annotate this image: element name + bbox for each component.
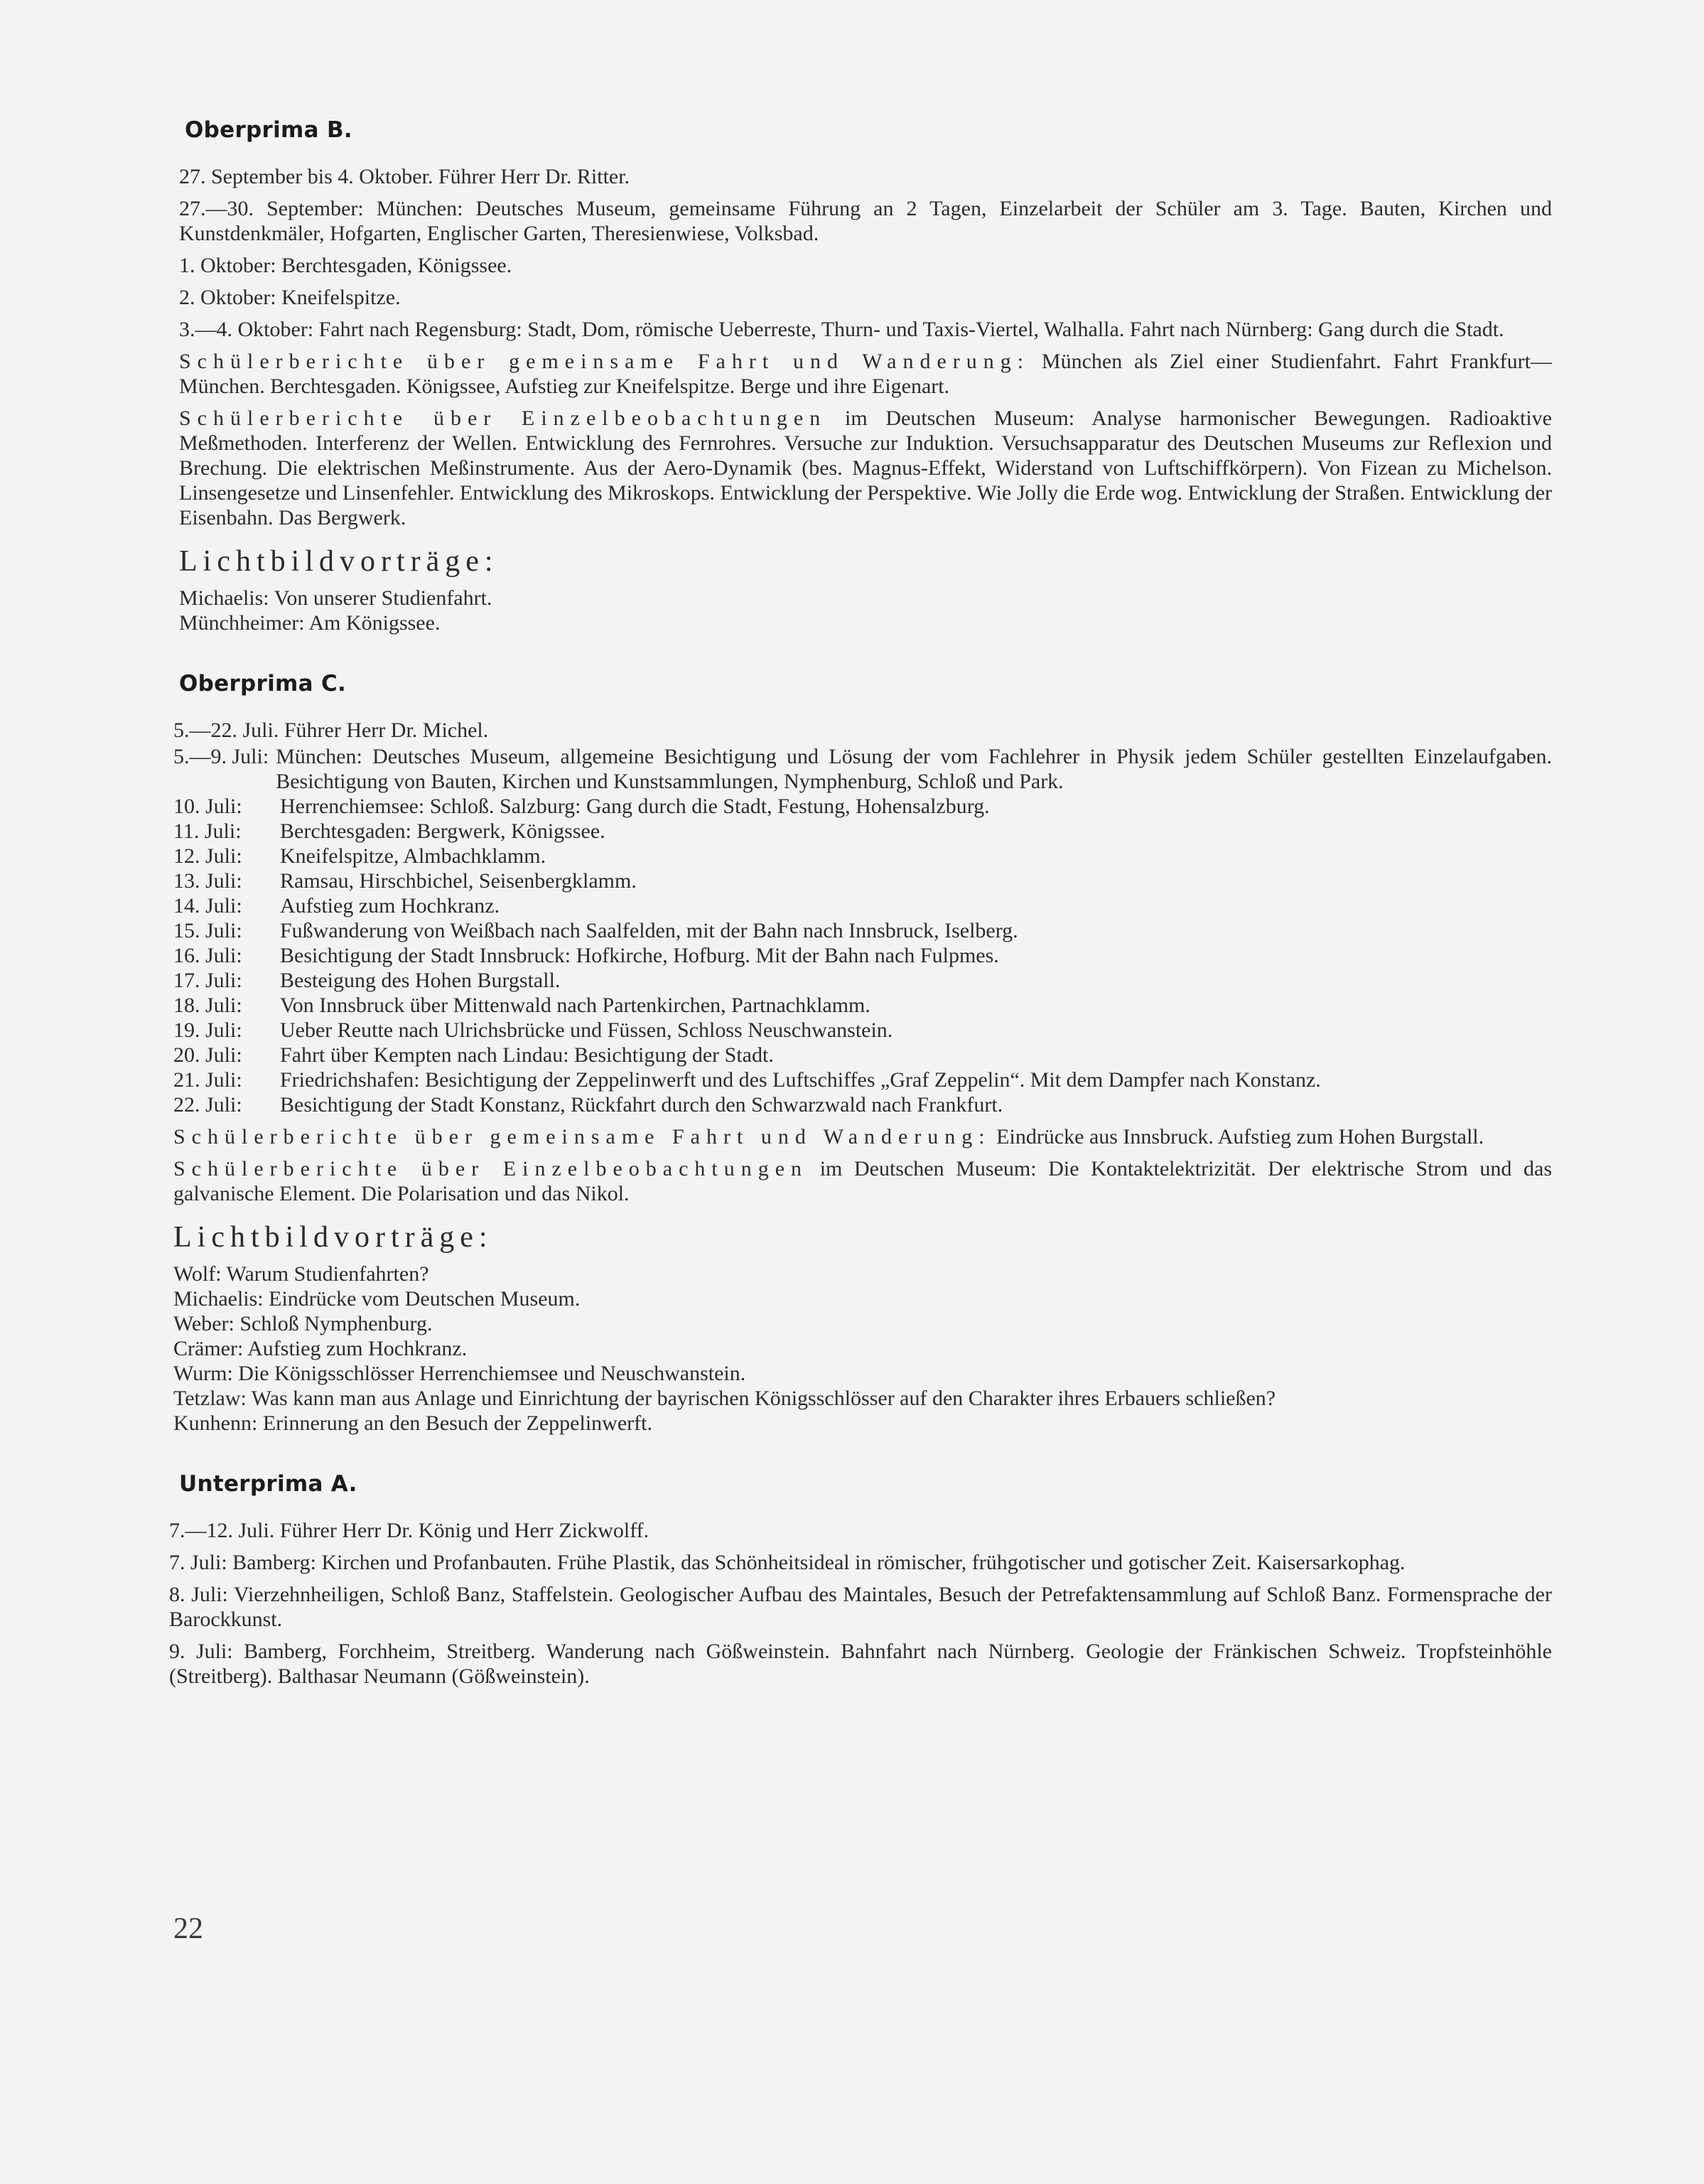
lecture-item: Wurm: Die Königsschlösser Herrenchiemsee und Neuschwanstein. — [173, 1362, 746, 1385]
student-report — [173, 1156, 1552, 1206]
itinerary-entry — [173, 993, 1552, 1018]
itinerary-entry — [173, 943, 1552, 968]
section-oberprima-c — [173, 671, 1552, 1436]
itinerary-entry — [173, 968, 1552, 993]
entry-date: 17. Juli: — [173, 969, 242, 992]
entry-text: Herrenchiemsee: Schloß. Salzburg: Gang durch die Stadt, Festung, Hohensalzburg. — [280, 795, 990, 818]
lectures-heading: Lichtbildvorträge: — [179, 545, 499, 578]
itinerary-paragraph: 27.—30. September: München: Deutsches Museum, gemeinsame Führung an 2 Tagen, Einzelarbeit der Schüler am 3. Tage. Bauten, Kirchen und Kunstdenkmäler, Hofgarten, Englischer Garten, Theresienwiese, Volksbad. — [179, 197, 1552, 245]
lecture-item: Tetzlaw: Was kann man aus Anlage und Einrichtung der bayrischen Königsschlösser auf den Charakter ihres Erbauers schließen? — [173, 1387, 1276, 1410]
entry-date: 16. Juli: — [173, 944, 242, 967]
entry-date: 11. Juli: — [173, 819, 242, 843]
entry-text: Besteigung des Hohen Burgstall. — [280, 969, 561, 992]
report-text: im Deutschen Museum: Analyse harmonischer Bewegungen. Radioaktive Meßmethoden. Interferenz der Wellen. Entwicklung des Fernrohres. Versuche zur Induktion. Versuchsapparatur des Deutschen Museums zur Reflexion und Brechung. Die elektrischen Meßinstrumente. Aus der Aero-Dynamik (bes. Magnus-Effekt, Widerstand von Luftschiffkörpern). Von Fizean zu Michelson. Linsengesetze und Linsenfehler. Entwicklung des Mikroskops. Entwicklung der Perspektive. Wie Jolly die Erde wog. Entwicklung der Straßen. Entwicklung der Eisenbahn. Das Bergwerk. — [179, 407, 1552, 529]
entry-text: Ueber Reutte nach Ulrichsbrücke und Füssen, Schloss Neuschwanstein. — [280, 1018, 893, 1042]
itinerary-paragraph: 3.—4. Oktober: Fahrt nach Regensburg: Stadt, Dom, römische Ueberreste, Thurn- und Taxis-Viertel, Walhalla. Fahrt nach Nürnberg: Gang durch die Stadt. — [179, 318, 1504, 341]
report-text: Eindrücke aus Innsbruck. Aufstieg zum Hohen Burgstall. — [996, 1125, 1484, 1149]
section-heading: Oberprima B. — [185, 117, 352, 143]
itinerary-paragraph: 9. Juli: Bamberg, Forchheim, Streitberg. Wanderung nach Gößweinstein. Bahnfahrt nach Nürnberg. Geologie der Fränkischen Schweiz. Tropfsteinhöhle (Streitberg). Balthasar Neumann (Gößweinstein). — [169, 1640, 1552, 1688]
entry-text: Besichtigung der Stadt Konstanz, Rückfahrt durch den Schwarzwald nach Frankfurt. — [280, 1093, 1003, 1117]
section-unterprima-a — [169, 1471, 1552, 1689]
entry-text: Fußwanderung von Weißbach nach Saalfelden, mit der Bahn nach Innsbruck, Iselberg. — [280, 919, 1018, 942]
lectures-list — [179, 586, 1552, 635]
itinerary-entry — [173, 794, 1552, 819]
entry-date: 12. Juli: — [173, 844, 242, 868]
itinerary-entry — [173, 844, 1552, 868]
entry-date: 15. Juli: — [173, 919, 242, 942]
trip-intro: 5.—22. Juli. Führer Herr Dr. Michel. — [173, 719, 489, 742]
student-report — [179, 406, 1552, 530]
entry-date: 10. Juli: — [173, 795, 242, 818]
lectures-heading: Lichtbildvorträge: — [173, 1221, 493, 1254]
entry-date: 5.—9. Juli: — [173, 745, 269, 768]
itinerary-entry — [173, 868, 1552, 893]
itinerary-paragraph: 7. Juli: Bamberg: Kirchen und Profanbauten. Frühe Plastik, das Schönheitsideal in römischer, frühgotischer und gotischer Zeit. Kaisersarkophag. — [169, 1551, 1406, 1574]
lecture-item: Weber: Schloß Nymphenburg. — [173, 1312, 433, 1335]
itinerary-entry — [173, 893, 1552, 918]
section-heading: Oberprima C. — [179, 671, 347, 696]
report-text: München als Ziel einer Studienfahrt. Fahrt Frankfurt—München. Berchtesgaden. Königssee, Aufstieg zur Kneifelspitze. Berge und ihre Eigenart. — [179, 350, 1552, 398]
report-label: Schülerberichte über gemeinsame Fahrt und Wanderung: — [179, 350, 1030, 373]
section-oberprima-b — [179, 117, 1552, 635]
entry-date: 22. Juli: — [173, 1093, 242, 1117]
entry-date: 21. Juli: — [173, 1068, 242, 1092]
entry-text: Aufstieg zum Hochkranz. — [280, 894, 500, 918]
lecture-item: Crämer: Aufstieg zum Hochkranz. — [173, 1337, 468, 1360]
lecture-item: Münchheimer: Am Königssee. — [179, 611, 441, 635]
entry-text: Ramsau, Hirschbichel, Seisenbergklamm. — [280, 869, 637, 893]
entry-text: München: Deutsches Museum, allgemeine Besichtigung und Lösung der vom Fachlehrer in Physik jedem Schüler gestellten Einzelaufgaben. Besichtigung von Bauten, Kirchen und Kunstsammlungen, Nymphenburg, Schloß und Park. — [276, 745, 1552, 793]
report-label: Schülerberichte über Einzelbeobachtungen — [173, 1157, 809, 1180]
entry-date: 18. Juli: — [173, 994, 242, 1017]
entry-text: Friedrichshafen: Besichtigung der Zeppelinwerft und des Luftschiffes „Graf Zeppelin“. Mit dem Dampfer nach Konstanz. — [280, 1068, 1321, 1092]
entry-text: Von Innsbruck über Mittenwald nach Partenkirchen, Partnachklamm. — [280, 994, 870, 1017]
itinerary-entry — [173, 1043, 1552, 1067]
itinerary-entry — [173, 744, 1552, 794]
itinerary-list — [173, 744, 1552, 1117]
itinerary-entry — [173, 918, 1552, 943]
itinerary-entry — [173, 819, 1552, 844]
entry-text: Besichtigung der Stadt Innsbruck: Hofkirche, Hofburg. Mit der Bahn nach Fulpmes. — [280, 944, 999, 967]
section-heading: Unterprima A. — [179, 1471, 357, 1497]
lecture-item: Michaelis: Eindrücke vom Deutschen Museum. — [173, 1287, 581, 1311]
page-number: 22 — [173, 1913, 203, 1945]
report-text: im Deutschen Museum: Die Kontaktelektrizität. Der elektrische Strom und das galvanische Element. Die Polarisation und das Nikol. — [173, 1157, 1552, 1205]
itinerary-entry — [173, 1067, 1552, 1092]
entry-date: 20. Juli: — [173, 1043, 242, 1067]
entry-date: 13. Juli: — [173, 869, 242, 893]
itinerary-paragraph: 2. Oktober: Kneifelspitze. — [179, 286, 401, 309]
report-label: Schülerberichte über gemeinsame Fahrt und Wanderung: — [173, 1125, 991, 1149]
lecture-item: Wolf: Warum Studienfahrten? — [173, 1262, 429, 1286]
entry-text: Berchtesgaden: Bergwerk, Königssee. — [280, 819, 605, 843]
student-report — [173, 1124, 1552, 1149]
lecture-item: Michaelis: Von unserer Studienfahrt. — [179, 586, 492, 610]
entry-date: 19. Juli: — [173, 1018, 242, 1042]
entry-text: Fahrt über Kempten nach Lindau: Besichtigung der Stadt. — [280, 1043, 774, 1067]
itinerary-entry — [173, 1018, 1552, 1043]
itinerary-paragraph: 8. Juli: Vierzehnheiligen, Schloß Banz, Staffelstein. Geologischer Aufbau des Maintales, Besuch der Petrefaktensammlung auf Schloß Banz. Formensprache der Barockkunst. — [169, 1583, 1552, 1631]
report-label: Schülerberichte über Einzelbeobachtungen — [179, 407, 827, 430]
student-report — [179, 349, 1552, 399]
lectures-list — [173, 1262, 1552, 1436]
itinerary-paragraph: 1. Oktober: Berchtesgaden, Königssee. — [179, 254, 512, 277]
trip-intro: 27. September bis 4. Oktober. Führer Herr Dr. Ritter. — [179, 165, 630, 188]
entry-text: Kneifelspitze, Almbachklamm. — [280, 844, 546, 868]
document-page — [169, 117, 1552, 1724]
lecture-item: Kunhenn: Erinnerung an den Besuch der Zeppelinwerft. — [173, 1411, 652, 1435]
entry-date: 14. Juli: — [173, 894, 242, 918]
trip-intro: 7.—12. Juli. Führer Herr Dr. König und Herr Zickwolff. — [169, 1519, 649, 1542]
itinerary-entry — [173, 1092, 1552, 1117]
